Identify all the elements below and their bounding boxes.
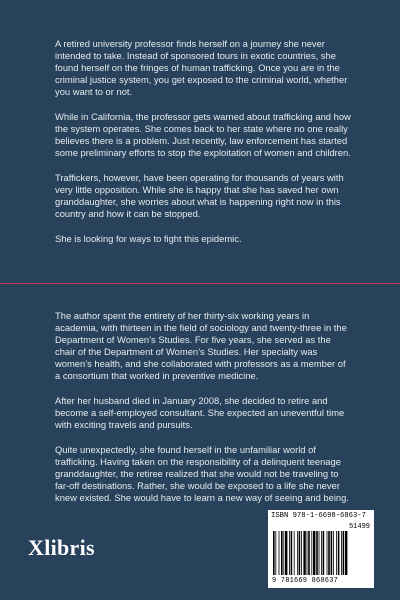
bio-paragraph: Quite unexpectedly, she found herself in the unfamiliar world of trafficking. Having taken on the responsibility of a delinquent teenage granddaughter, the retiree realized that she would not be traveling to far-off destinations. Rather, she would be exposed to a life she never knew existed. She would have to learn a new way of seeing and being. <box>55 444 349 503</box>
isbn-barcode <box>268 510 374 588</box>
blurb-paragraph: A retired university professor finds herself on a journey she never intended to take. Instead of sponsored tours in exotic countries, she found herself on the fringes of human trafficking. Once you are in the criminal justice system, you get exposed to the criminal world, whether you want to or not. <box>55 38 348 97</box>
section-divider <box>0 283 400 284</box>
blurb-paragraph: While in California, the professor gets warned about trafficking and how the system operates. She comes back to her state where no one really believes there is a problem. Just recently, law enforcement has started some preliminary efforts to stop the exploitation of women and children. <box>55 111 351 158</box>
isbn-label: ISBN 978-1-6698-6863-7 <box>271 512 366 520</box>
ean-digits: 9 781669 868637 <box>272 577 339 585</box>
blurb-paragraph: Traffickers, however, have been operating for thousands of years with very little opposition. While she is happy that she has saved her own granddaughter, she worries about what is happening right now in this country and how it can be stopped. <box>55 172 344 219</box>
bio-paragraph: After her husband died in January 2008, she decided to retire and become a self-employed consultant. She expected an uneventful time with exciting travels and pursuits. <box>55 395 345 430</box>
bio-paragraph: The author spent the entirety of her thirty-six working years in academia, with thirteen in the field of sociology and twenty-three in the Department of Women’s Studies. For five years, she served as the chair of the Department of Women’s Studies. Her specialty was women’s health, and she collaborated with professors as a member of a consortium that worked in preventive medicine. <box>55 310 347 381</box>
price-code: 51499 <box>348 523 370 531</box>
author-bio <box>55 310 353 517</box>
blurb-paragraph: She is looking for ways to fight this epidemic. <box>55 233 242 244</box>
book-blurb <box>55 38 353 258</box>
barcode-bars <box>272 531 370 575</box>
publisher-logo: Xlibris <box>28 535 95 560</box>
